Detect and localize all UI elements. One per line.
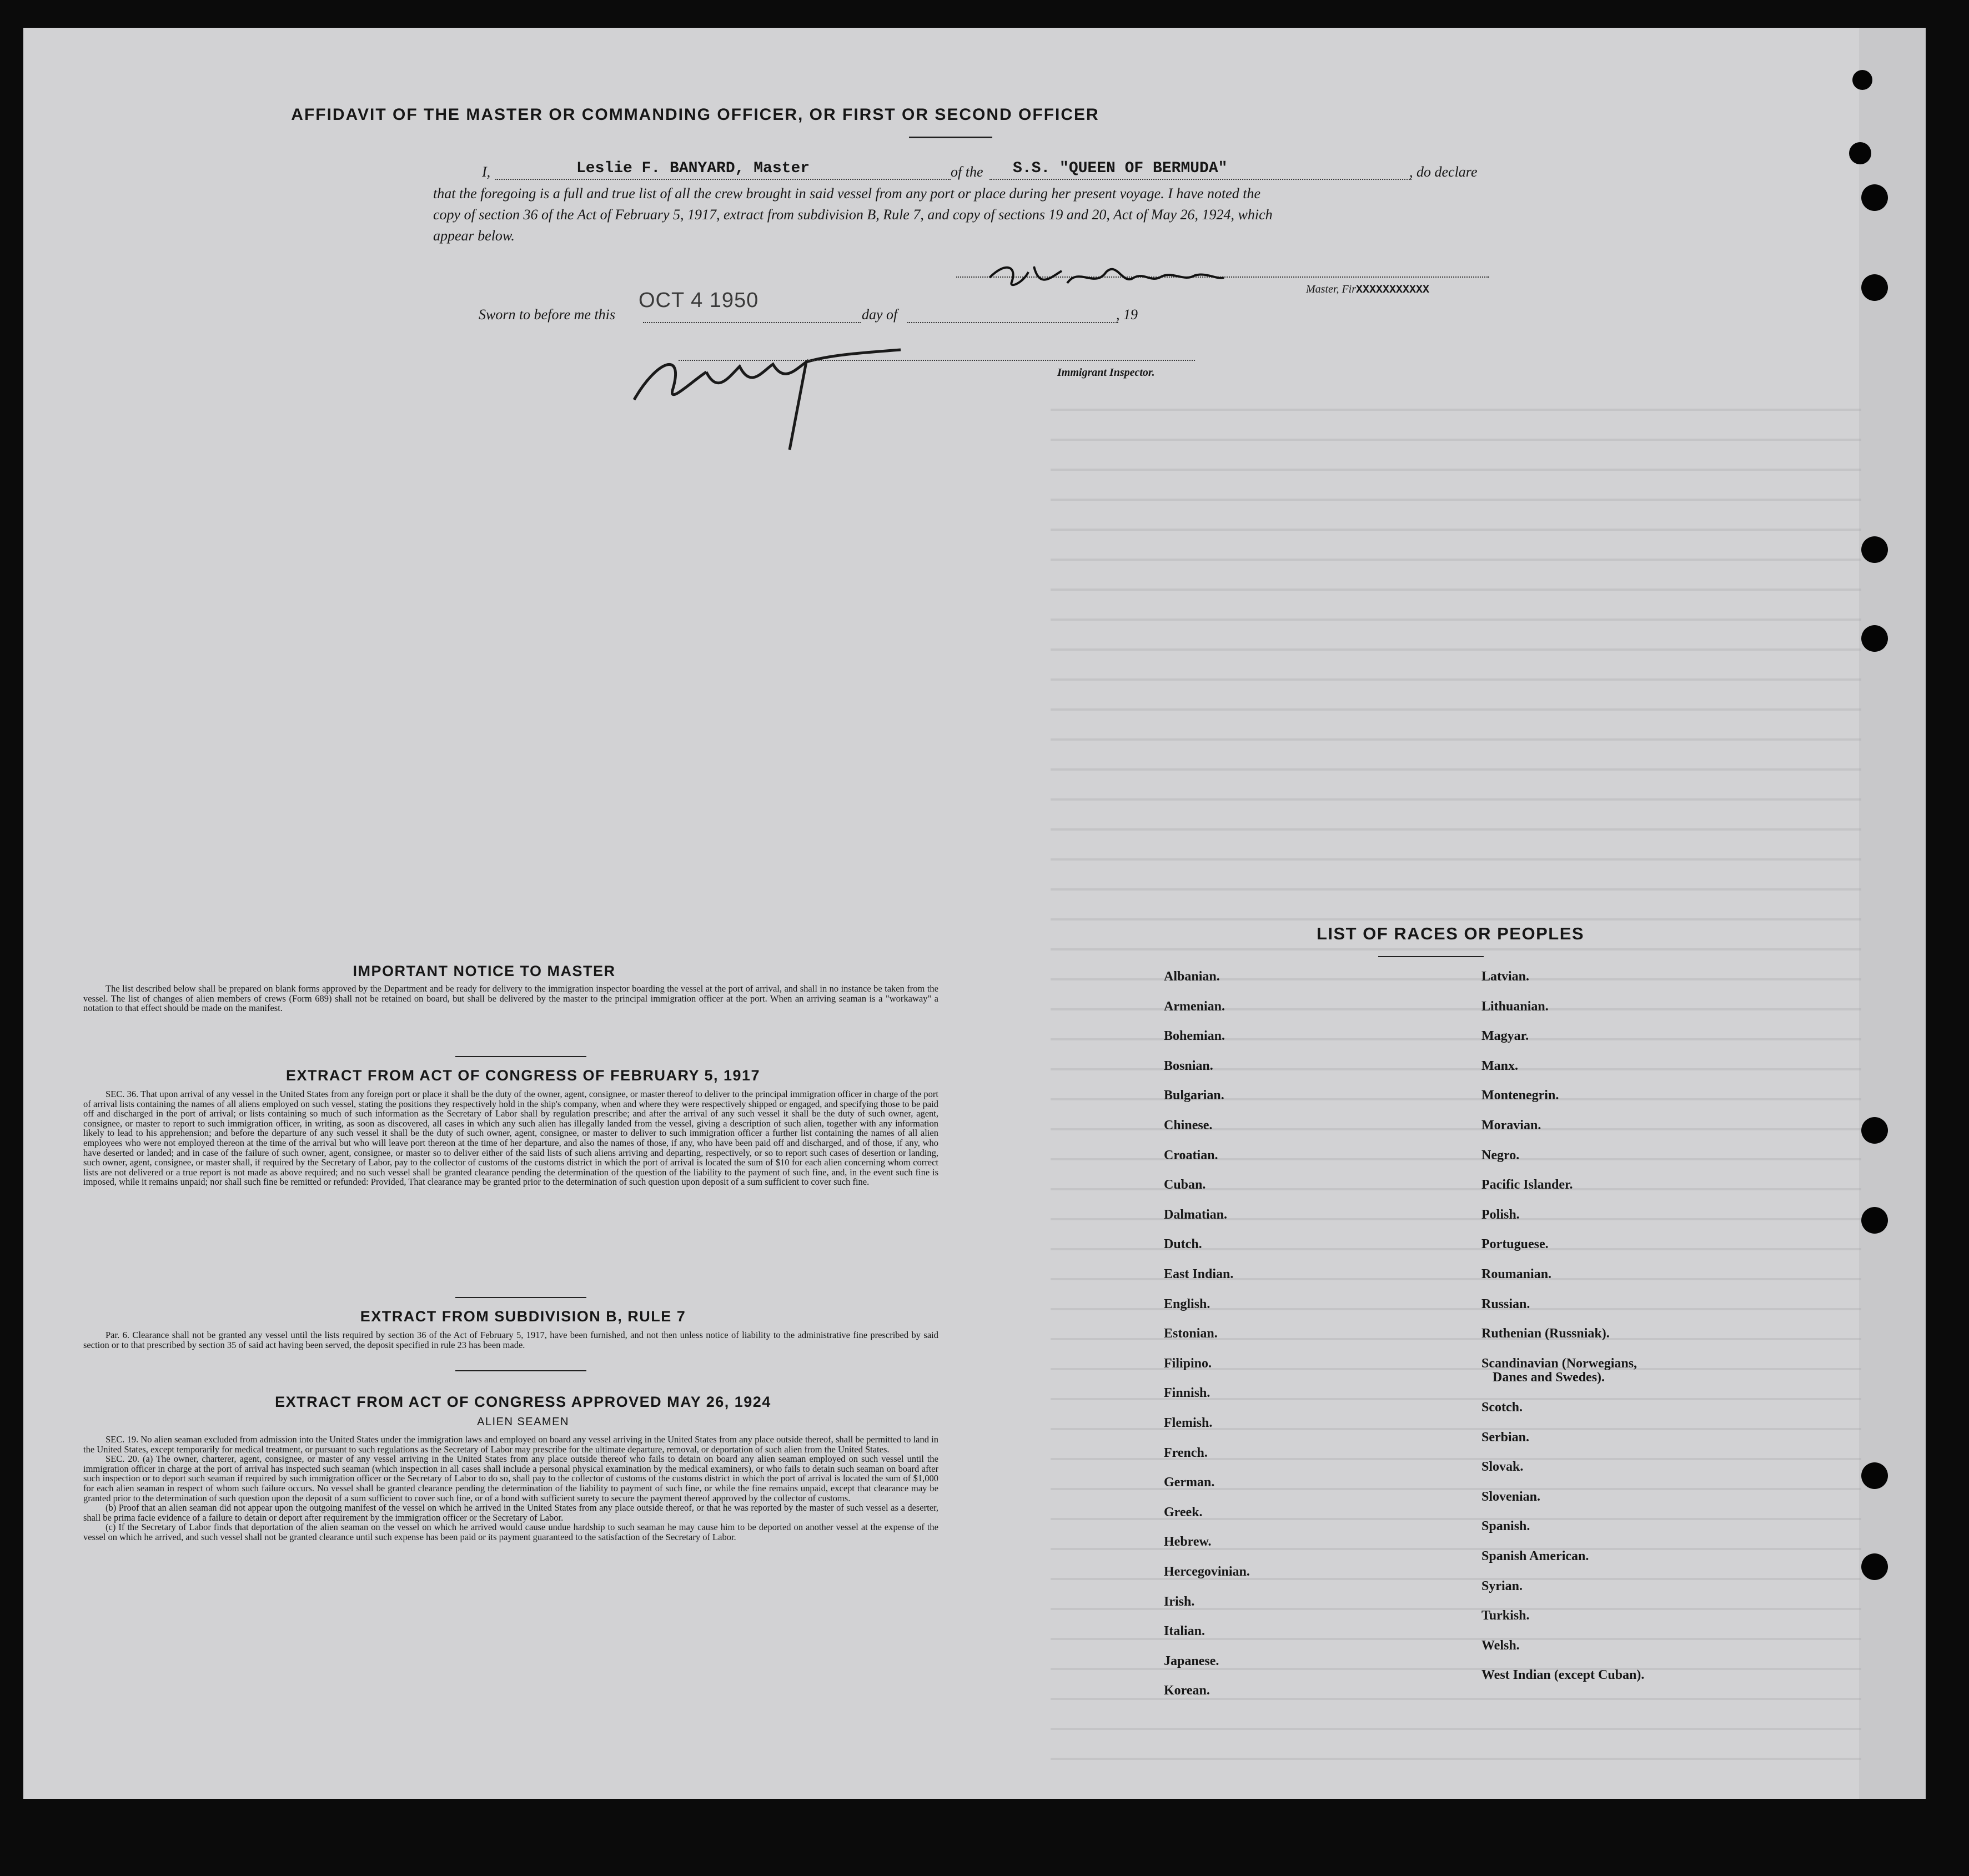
punch-hole [1849,142,1871,164]
affidavit-line-4: appear below. [433,228,515,244]
race-item: Bosnian. [1164,1058,1213,1073]
extract-1924-body [83,1435,938,1542]
race-item: Estonian. [1164,1326,1218,1341]
rule7-heading: EXTRACT FROM SUBDIVISION B, RULE 7 [360,1308,686,1325]
affidavit-intro: I, [482,164,491,180]
master-name-field: Leslie F. BANYARD, Master [576,160,810,177]
sec19-text: SEC. 19. No alien seaman excluded from admission into the United States under the immigration laws and employed on board any vessel arriving in the United States from any place outside thereof, shall be permitted to land in the United States, except temporarily for medical treatment, or pursuant to such regulations as the Secretary of Labor may prescribe for the ultimate departure, removal, or deportation of such alien from the United States. [83,1434,938,1455]
bleed-through-texture [1051,383,1861,1771]
notice-heading: IMPORTANT NOTICE TO MASTER [353,963,616,979]
race-item: Korean. [1164,1683,1210,1698]
race-item: Hebrew. [1164,1535,1212,1550]
vessel-line [989,179,1412,180]
race-item: Finnish. [1164,1386,1210,1401]
race-item: Ruthenian (Russniak). [1481,1326,1610,1341]
races-heading: LIST OF RACES OR PEOPLES [1316,924,1585,943]
notice-body [83,984,938,1013]
vessel-name-field: S.S. "QUEEN OF BERMUDA" [1013,160,1228,177]
race-item: Spanish. [1481,1519,1530,1534]
sec20b-paragraph [83,1503,938,1522]
sec20c-text: (c) If the Secretary of Labor finds that deportation of the alien seaman on the vessel on which he arrived would cause undue hardship to such seaman he may cause him to be deported on another vessel at the expense of the vessel on which he arrived, and such vessel shall not be granted clearance until such expense has been paid or its payment guaranteed to the satisfaction of the Secretary of Labor. [83,1522,938,1542]
notice-text: The list described below shall be prepared on blank forms approved by the Department and be ready for delivery to the immigration inspector boarding the vessel at the port of arrival, and shall in no instance be taken from the vessel. The list of changes of alien members of crews (Form 689) shall not be retained on board, but shall be delivered by the master to the principal immigration officer at the port. When an arriving seaman is a "workaway" a notation to that effect should be made on the manifest. [83,983,938,1014]
sec20a-paragraph [83,1454,938,1503]
race-item: Slovak. [1481,1460,1524,1475]
race-item: Flemish. [1164,1416,1213,1430]
sworn-label: Sworn to before me this [479,306,616,323]
punch-hole [1861,1117,1888,1144]
race-item: Russian. [1481,1296,1530,1311]
race-item: Chinese. [1164,1118,1213,1133]
race-item: Slovenian. [1481,1489,1541,1504]
race-item: Japanese. [1164,1653,1219,1668]
master-caption [1306,283,1429,296]
date-stamp: OCT 4 1950 [639,289,759,312]
race-item: English. [1164,1296,1210,1311]
race-item: Welsh. [1481,1638,1520,1653]
master-name-line [495,179,951,180]
rule7-text: Par. 6. Clearance shall not be granted any vessel until the lists required by section 36 of the Act of February 5, 1917, have been furnished, and not then unless notice of liability to the administrative fine prescribed by said section or to that prescribed by section 35 of said act having been served, the deposit specified in rule 23 has been made. [83,1330,938,1350]
affidavit-line-2: that the foregoing is a full and true list of all the crew brought in said vessel from any port or place during her present voyage. I have noted the [433,185,1260,202]
punch-hole [1861,184,1888,211]
race-item: French. [1164,1445,1208,1460]
race-item: Negro. [1481,1148,1520,1163]
races-divider [1378,956,1484,957]
race-item: Serbian. [1481,1430,1530,1445]
extract-1917-heading: EXTRACT FROM ACT OF CONGRESS OF FEBRUARY 5, 1917 [285,1067,761,1084]
race-item: West Indian (except Cuban). [1481,1668,1645,1683]
sec19-paragraph [83,1435,938,1454]
day-of-label: day of [862,306,898,323]
race-item: Moravian. [1481,1118,1541,1133]
extract-1917-divider [455,1297,586,1298]
master-caption-text: Master, Fir [1306,283,1356,295]
punch-hole [1852,70,1872,90]
race-item: East Indian. [1164,1267,1234,1281]
punch-hole [1861,1207,1888,1234]
race-item: Danes and Swedes). [1493,1370,1605,1385]
page-title: AFFIDAVIT OF THE MASTER OR COMMANDING OFFICER, OR FIRST OR SECOND OFFICER [291,105,1099,124]
inspector-signature-line [679,360,1195,361]
year-label: , 19 [1116,306,1138,323]
sec20a-text: SEC. 20. (a) The owner, charterer, agent, consignee, or master of any vessel arriving in the United States from any place outside thereof who fails to detain on board any alien seaman employed on such vessel until the immigration officer in charge at the port of arrival has inspected such seaman (which inspection in all cases shall include a personal physical examination by the medical examiners), or who fails to detain such seaman on board after such inspection or to deport such seaman if required by such immigration officer or the Secretary of Labor to do so, shall pay to the collector of customs of the customs district in which the port of arrival is located the sum of $1,000 for each alien seaman in respect of whom such failure occurs. No vessel shall be granted clearance pending the determination of the liability to payment of such fine, or while the fine remains unpaid, except that clearance may be granted prior to the determination of such question upon the deposit of a sum sufficient to cover such fine, or of a bond with sufficient surety to secure the payment thereof approved by the collector of customs. [83,1453,938,1503]
of-the-label: of the [951,164,983,180]
race-item: German. [1164,1475,1215,1490]
master-signature [984,255,1228,300]
race-item: Syrian. [1481,1578,1523,1593]
rule7-divider [455,1370,586,1371]
master-caption-struck: XXXXXXXXXXX [1356,284,1430,296]
race-item: Dalmatian. [1164,1207,1227,1222]
race-item: Turkish. [1481,1608,1530,1623]
race-item: Cuban. [1164,1178,1206,1193]
race-item: Bulgarian. [1164,1088,1224,1103]
race-item: Scandinavian (Norwegians, [1481,1356,1638,1371]
sec20c-paragraph [83,1522,938,1542]
punch-hole [1861,1462,1888,1489]
race-item: Irish. [1164,1594,1195,1609]
race-item: Manx. [1481,1058,1518,1073]
race-item: Albanian. [1164,969,1220,984]
race-item: Lithuanian. [1481,999,1549,1014]
month-line [907,322,1118,323]
race-item: Scotch. [1481,1400,1523,1415]
punch-hole [1861,625,1888,652]
inspector-signature [623,328,912,461]
race-item: Roumanian. [1481,1267,1552,1281]
document-page [23,28,1926,1799]
race-item: Portuguese. [1481,1237,1549,1252]
sworn-day-line [643,322,861,323]
rule7-body [83,1330,938,1350]
sec20b-text: (b) Proof that an alien seaman did not appear upon the outgoing manifest of the vessel on which he arrived in the United States from any place outside thereof, or that he was reported by the master of such vessel as a deserter, shall be prima facie evidence of a failure to detain or deport after requirement by the immigration officer or the Secretary of Labor. [83,1502,938,1523]
affidavit-line-3: copy of section 36 of the Act of February 5, 1917, extract from subdivision B, Rule 7, and copy of sections 19 and 20, Act of May 26, 1924, which [433,207,1273,223]
punch-hole [1861,536,1888,563]
punch-hole [1861,274,1888,301]
race-item: Dutch. [1164,1237,1202,1252]
race-item: Italian. [1164,1624,1205,1639]
do-declare-label: , do declare [1409,164,1478,180]
race-item: Polish. [1481,1207,1520,1222]
punch-hole [1861,1553,1888,1580]
race-item: Spanish American. [1481,1549,1589,1563]
notice-divider [455,1056,586,1057]
extract-1917-text: SEC. 36. That upon arrival of any vessel in the United States from any foreign port or place it shall be the duty of the owner, agent, consignee, or master thereof to deliver to the principal immigration officer in charge of the port of arrival lists containing the names of all aliens employed on such vessel, stating the positions they respectively hold in the ship's company, when and where they were respectively shipped or engaged, and specifying those to be paid off and discharged in the port of arrival; or lists containing so much of such information as the Secretary of Labor shall by regulation prescribe; and after the arrival of any such vessel it shall be the duty of such owner, agent, consignee, or master to report to such immigration officer, in writing, as soon as discovered, all cases in which any such alien has illegally landed from the vessel, giving a description of such alien, together with any information likely to lead to his apprehension; and before the departure of any such vessel it shall be the duty of such owner, agent, consignee, or master to deliver to such immigration officer a further list containing the names of all alien employees who were not employed thereon at the time of the arrival but who will leave port thereon at the time of her departure, and also the names of those, if any, who have been paid off and discharged, and of those, if any, who have deserted or landed; and in case of the failure of such owner, agent, consignee, or master so to deliver either of the said lists of such aliens arriving and departing, respectively, or so to report such cases of desertion or landing, such owner, agent, consignee, or master shall, if required by the Secretary of Labor, pay to the collector of customs of the customs district in which the port of arrival is located the sum of $10 for each alien concerning whom correct lists are not delivered or a true report is not made as above required; and no such vessel shall be granted clearance pending the determination of the question of the liability to the payment of such fine, and, in the event such fine is imposed, while it remains unpaid; nor shall such fine be remitted or refunded: Provided, That clearance may be granted prior to the determination of such question upon deposit of a sum sufficient to cover such fine. [83,1089,938,1188]
extract-1917-body [83,1089,938,1187]
race-item: Filipino. [1164,1356,1212,1371]
alien-seamen-subheading: ALIEN SEAMEN [477,1416,569,1428]
race-item: Pacific Islander. [1481,1178,1573,1193]
race-item: Bohemian. [1164,1029,1225,1044]
race-item: Armenian. [1164,999,1225,1014]
extract-1924-heading: EXTRACT FROM ACT OF CONGRESS APPROVED MAY 26, 1924 [275,1394,771,1410]
race-item: Magyar. [1481,1029,1529,1044]
race-item: Latvian. [1481,969,1530,984]
title-divider [909,137,992,138]
race-item: Croatian. [1164,1148,1218,1163]
race-item: Hercegovinian. [1164,1565,1250,1579]
race-item: Greek. [1164,1505,1203,1520]
race-item: Montenegrin. [1481,1088,1559,1103]
inspector-caption: Immigrant Inspector. [1057,366,1155,379]
